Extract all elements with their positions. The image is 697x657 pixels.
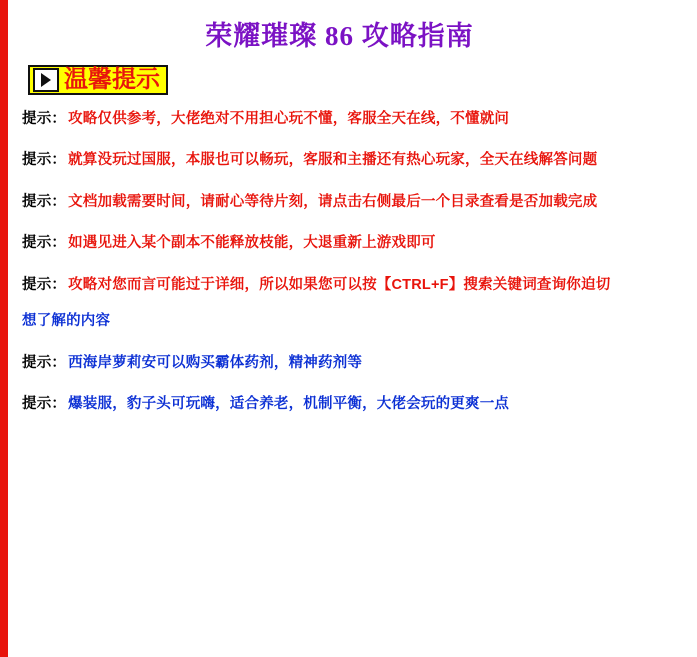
tip-item <box>22 142 687 179</box>
tip-text: 如遇见进入某个副本不能释放枝能，大退重新上游戏即可 <box>68 235 436 252</box>
tip-text: 爆装服，豹子头可玩嗨，适合养老，机制平衡，大佬会玩的更爽一点 <box>68 396 510 413</box>
tip-item-continuation <box>22 308 687 340</box>
tip-label: 提示： <box>22 152 67 169</box>
tip-text: 就算没玩过国服，本服也可以畅玩，客服和主播还有热心玩家，全天在线解答问题 <box>68 152 598 169</box>
notice-label: 温馨提示 <box>64 67 160 93</box>
tip-label: 提示： <box>22 111 67 127</box>
tip-label: 提示： <box>22 193 67 210</box>
tip-item <box>22 386 687 423</box>
tip-label: 提示： <box>22 396 67 413</box>
notice-banner <box>28 65 687 95</box>
tip-text: 攻略对您而言可能过于详细，所以如果您可以按【CTRL+F】搜索关键词查询你迫切 <box>68 276 611 293</box>
tip-item <box>22 225 687 262</box>
tip-text: 攻略仅供参考，大佬绝对不用担心玩不懂，客服全天在线，不懂就问 <box>68 111 510 127</box>
tip-item <box>22 101 687 138</box>
page-title: 荣耀璀璨 86 攻略指南 <box>205 21 474 51</box>
tip-text: 想了解的内容 <box>22 313 111 330</box>
tip-item <box>22 267 687 304</box>
tip-label: 提示： <box>22 354 67 371</box>
notice-highlight-box <box>28 65 168 95</box>
tip-item <box>22 184 687 221</box>
tip-item <box>22 345 687 382</box>
document-content <box>8 0 697 657</box>
left-red-rail <box>0 0 8 657</box>
tip-text: 文档加载需要时间，请耐心等待片刻，请点击右侧最后一个目录查看是否加载完成 <box>68 193 598 210</box>
tip-label: 提示： <box>22 235 67 252</box>
tip-text: 西海岸萝莉安可以购买霸体药剂，精神药剂等 <box>68 354 363 371</box>
play-icon <box>33 68 59 92</box>
tip-label: 提示： <box>22 276 67 293</box>
